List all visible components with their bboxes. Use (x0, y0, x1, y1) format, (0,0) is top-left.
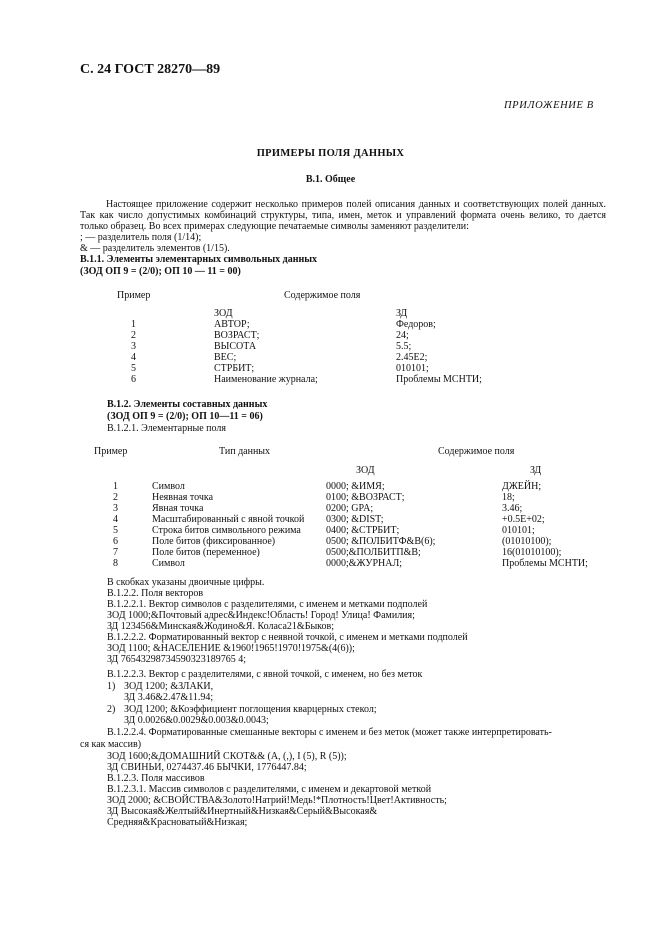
table1-zod: ВЕС; (214, 352, 237, 363)
table2-num: 7 (113, 547, 118, 558)
table2-type: Неявная точка (152, 492, 214, 503)
tail-line: ЗОД 1600;&ДОМАШНИЙ СКОТ&& (А, (,), I (5), R (5)); (107, 751, 347, 762)
table1-num: 2 (131, 330, 136, 341)
separator-line-2: & — разделитель элементов (1/15). (80, 243, 230, 254)
table1-zd: Федоров; (396, 319, 436, 330)
table2-num: 8 (113, 558, 118, 569)
table2-zod: 0000; &ИМЯ; (326, 481, 385, 492)
section-b1-heading: В.1. Общее (305, 174, 356, 185)
table2-zod: 0500;&ПОЛБИТП&В; (326, 547, 421, 558)
table1-col-example: Пример (117, 290, 151, 301)
table2-zod: 0300; &DIST; (326, 514, 384, 525)
table1-zd: 010101; (396, 363, 429, 374)
table2-zd: 010101; (502, 525, 535, 536)
table2-zd: 16(01010100); (502, 547, 562, 558)
example-2-zd: ЗД 0.0026&0.0029&0.003&0.0043; (124, 715, 269, 726)
table1-num: 5 (131, 363, 136, 374)
table2-type: Поле битов (фиксированное) (152, 536, 276, 547)
table2-type: Масштабированный с явной точкой (152, 514, 305, 525)
tail-line: ЗД СВИНЬИ, 0274437.46 БЫЧКИ, 1776447.84; (107, 762, 307, 773)
body-line: В.1.2.2.2. Форматированный вектор с неявной точкой, с именем и метками подполей (107, 632, 468, 643)
separator-line-1: ; — разделитель поля (1/14); (80, 232, 202, 243)
table2-zod: 0000;&ЖУРНАЛ; (326, 558, 403, 569)
example-1-zd: ЗД 3.46&2.47&11.94; (124, 692, 214, 703)
table1-zod: СТРБИТ; (214, 363, 255, 374)
tail-line: Средняя&Красноватый&Низкая; (107, 817, 248, 828)
section-b11-subheading: (ЗОД ОП 9 = (2/0); ОП 10 — 11 = 00) (80, 266, 241, 277)
table1-col-zd: ЗД (396, 308, 408, 319)
table2-num: 2 (113, 492, 118, 503)
table1-zod: ВОЗРАСТ; (214, 330, 260, 341)
tail-lines (107, 751, 447, 828)
table1-num: 4 (131, 352, 136, 363)
table1-zod: АВТОР; (214, 319, 250, 330)
table2-type: Поле битов (переменное) (152, 547, 260, 558)
table2-zd: 18; (502, 492, 515, 503)
table1-zd: 2.45Е2; (396, 352, 428, 363)
tail-line: В.1.2.3. Поля массивов (107, 773, 205, 784)
table2-zod: 0200; GPA; (326, 503, 374, 514)
section-b1223-heading: В.1.2.2.3. Вектор с разделителями, с явной точкой, с именем, но без меток (107, 669, 423, 680)
section-b11-heading: В.1.1. Элементы элементарных символьных данных (80, 254, 318, 265)
table1-col-content: Содержимое поля (284, 290, 361, 301)
table2-num: 3 (113, 503, 118, 514)
body-lines (107, 577, 468, 665)
section-b12-subheading: (ЗОД ОП 9 = (2/0); ОП 10—11 = 06) (107, 411, 263, 422)
table2-zd: (01010100); (502, 536, 552, 547)
table2-col-type: Тип данных (219, 446, 271, 457)
section-b1224-continued: ся как массив) (80, 739, 142, 750)
table2-type: Явная точка (152, 503, 204, 514)
table1-num: 1 (131, 319, 136, 330)
table1-col-zod: ЗОД (214, 308, 233, 319)
table2-type: Строка битов символьного режима (152, 525, 301, 536)
body-line: В скобках указаны двоичные цифры. (107, 577, 265, 588)
appendix-label: ПРИЛОЖЕНИЕ В (504, 100, 594, 111)
table2-zod: 0100; &ВОЗРАСТ; (326, 492, 405, 503)
intro-paragraph: Настоящее приложение содержит несколько примеров полей описания данных и соответствующих полей данных. Так как число допустимых комбинаций структуры, типа, имен, меток и управлений формата очень велико, то дается только образец. Во всех примерах следующие печатаемые символы заменяют разделители: (80, 199, 606, 232)
section-b1224-heading: В.1.2.2.4. Форматированные смешанные векторы с именем и без меток (может также интерпретировать- (107, 727, 552, 738)
table2-zd: +0.5Е+02; (502, 514, 545, 525)
intro-block (80, 199, 606, 254)
table1-zd: Проблемы МСНТИ; (396, 374, 482, 385)
table2-col-zod: ЗОД (356, 465, 375, 476)
table2-zod: 0500; &ПОЛБИТФ&В(6); (326, 536, 436, 547)
example-2-label: 2) (107, 704, 116, 715)
table2-zd: 3.46; (502, 503, 523, 514)
page-title: ПРИМЕРЫ ПОЛЯ ДАННЫХ (256, 148, 405, 159)
example-2-zod: ЗОД 1200; &Коэффициент поглощения кварцерных стекол; (124, 704, 377, 715)
table2-zod: 0400; &СТРБИТ; (326, 525, 400, 536)
table2-col-zd: ЗД (530, 465, 542, 476)
tail-line: ЗД Высокая&Желтый&Инертный&Низкая&Серый&Высокая& (107, 806, 378, 817)
table2-num: 4 (113, 514, 118, 525)
body-line: ЗОД 1000;&Почтовый адрес&Индекс!Область! Город! Улица! Фамилия; (107, 610, 415, 621)
table2-col-content: Содержимое поля (438, 446, 515, 457)
example-1-zod: ЗОД 1200; &ЗЛАКИ, (124, 681, 214, 692)
page-header: С. 24 ГОСТ 28270—89 (80, 62, 221, 77)
table1-zd: 24; (396, 330, 409, 341)
body-line: В.1.2.2.1. Вектор символов с разделителями, с именем и метками подполей (107, 599, 428, 610)
table2-zd: Проблемы МСНТИ; (502, 558, 588, 569)
tail-line: В.1.2.3.1. Массив символов с разделителями, с именем и декартовой меткой (107, 784, 432, 795)
body-line: ЗД 76543298734590323189765 4; (107, 654, 246, 665)
body-line: ЗОД 1100; &НАСЕЛЕНИЕ &1960!1965!1970!1975&(4(6)); (107, 643, 355, 654)
table1-num: 3 (131, 341, 136, 352)
table2-type: Символ (152, 558, 185, 569)
table2-type: Символ (152, 481, 185, 492)
body-line: В.1.2.2. Поля векторов (107, 588, 204, 599)
table2-num: 1 (113, 481, 118, 492)
table1-zod: Наименование журнала; (214, 374, 318, 385)
section-b121-heading: В.1.2.1. Элементарные поля (107, 423, 226, 434)
table1-zd: 5.5; (396, 341, 412, 352)
table2-col-example: Пример (94, 446, 128, 457)
example-1-label: 1) (107, 681, 116, 692)
table2-num: 6 (113, 536, 118, 547)
table1-zod: ВЫСОТА (214, 341, 257, 352)
tail-line: ЗОД 2000; &СВОЙСТВА&Золото!Натрий!Медь!*Плотность!Цвет!Активность; (107, 795, 447, 806)
section-b12-heading: В.1.2. Элементы составных данных (107, 399, 268, 410)
table2-num: 5 (113, 525, 118, 536)
body-line: ЗД 123456&Минская&Жодино&Я. Коласа21&Быков; (107, 621, 335, 632)
table1-num: 6 (131, 374, 136, 385)
table2-zd: ДЖЕЙН; (502, 481, 542, 492)
